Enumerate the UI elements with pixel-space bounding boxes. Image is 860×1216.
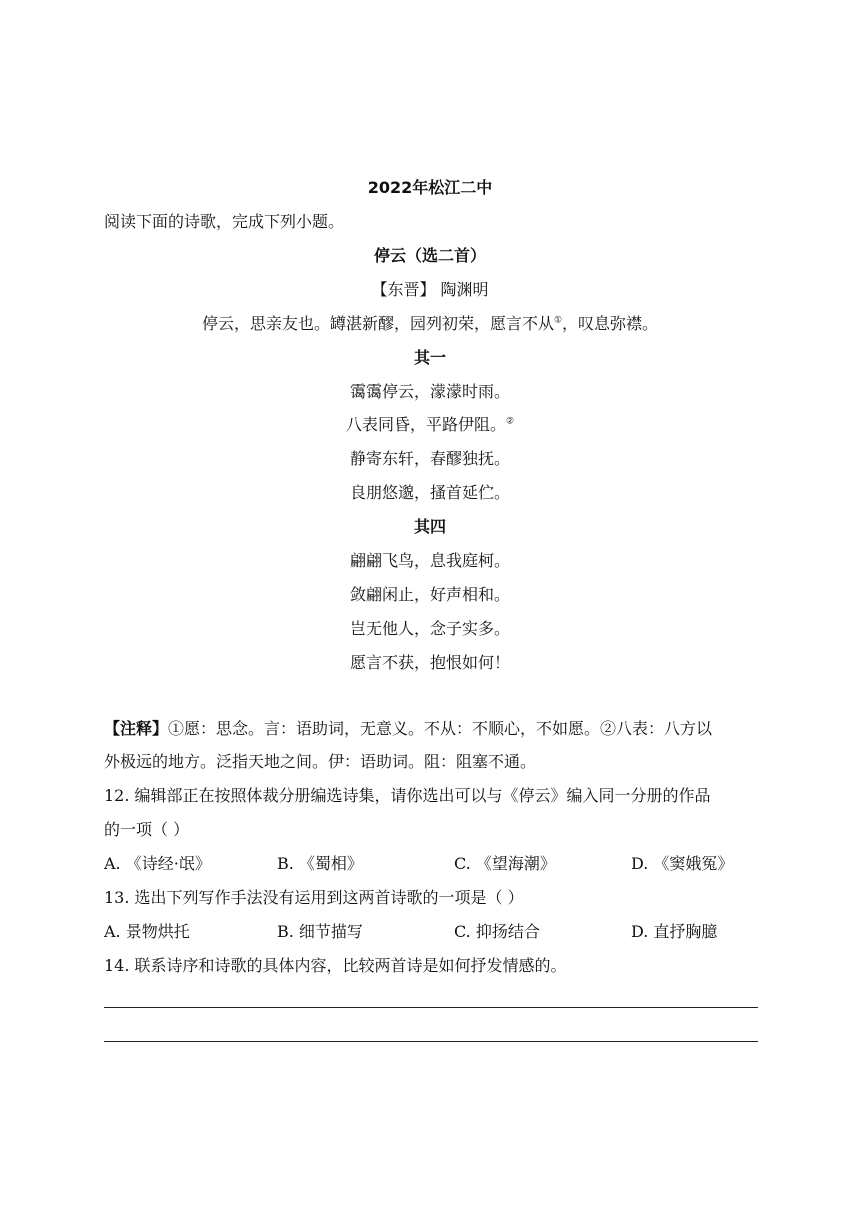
- option-d[interactable]: D. 直抒胸臆: [631, 922, 718, 941]
- option-b[interactable]: B. 细节描写: [277, 922, 363, 941]
- option-c[interactable]: C. 抑扬结合: [454, 922, 540, 941]
- option-a[interactable]: A. 《诗经·氓》: [104, 854, 211, 873]
- poem-line: 岂无他人，念子实多。: [349, 619, 510, 638]
- poem-line: 良朋悠邈，搔首延伫。: [349, 483, 510, 502]
- question-12-cont: 的一项（ ）: [104, 820, 190, 839]
- notes-line: [104, 719, 712, 739]
- notes-text: ①愿：思念。言：语助词，无意义。不从：不顺心，不如愿。②八表：八方以: [168, 719, 713, 738]
- question-13: 13. 选出下列写作手法没有运用到这两首诗歌的一项是（ ）: [104, 888, 524, 907]
- preface-main: 停云，思亲友也。罇湛新醪，园列初荣，愿言不从: [201, 314, 554, 333]
- poem-line: 敛翩闲止，好声相和。: [349, 585, 510, 604]
- poem-title: 停云（选二首）: [373, 246, 486, 265]
- answer-line[interactable]: [104, 1007, 758, 1008]
- answer-line[interactable]: [104, 1041, 758, 1042]
- option-d[interactable]: D. 《窦娥冤》: [631, 854, 734, 873]
- poem-preface: [0, 314, 860, 334]
- option-a[interactable]: A. 景物烘托: [104, 922, 190, 941]
- instruction-text: 阅读下面的诗歌，完成下列小题。: [104, 212, 345, 231]
- section-heading: 其一: [413, 348, 446, 367]
- option-c[interactable]: C. 《望海潮》: [454, 854, 556, 873]
- poem-line-text: 八表同昏，平路伊阻。: [345, 415, 506, 434]
- poem-line: 愿言不获，抱恨如何！: [349, 653, 510, 672]
- notes-line: 外极远的地方。泛指天地之间。伊：语助词。阻：阻塞不通。: [104, 752, 537, 771]
- poem-line: [0, 415, 860, 435]
- poem-line: 静寄东轩，春醪独抚。: [349, 449, 510, 468]
- option-b[interactable]: B. 《蜀相》: [277, 854, 363, 873]
- question-14: 14. 联系诗序和诗歌的具体内容，比较两首诗是如何抒发情感的。: [104, 956, 567, 975]
- section-heading: 其四: [413, 517, 446, 536]
- poem-line: 翩翩飞鸟，息我庭柯。: [349, 551, 510, 570]
- footnote-mark: ①: [553, 315, 563, 326]
- page-title: 2022年松江二中: [367, 178, 493, 197]
- notes-label: 【注释】: [104, 719, 169, 738]
- poem-line: 霭霭停云，濛濛时雨。: [349, 382, 510, 401]
- question-12: 12. 编辑部正在按照体裁分册编选诗集，请你选出可以与《停云》编入同一分册的作品: [104, 786, 711, 805]
- preface-end: ，叹息弥襟。: [562, 314, 659, 333]
- poem-author: 【东晋】 陶渊明: [371, 280, 489, 299]
- footnote-mark: ②: [505, 416, 515, 427]
